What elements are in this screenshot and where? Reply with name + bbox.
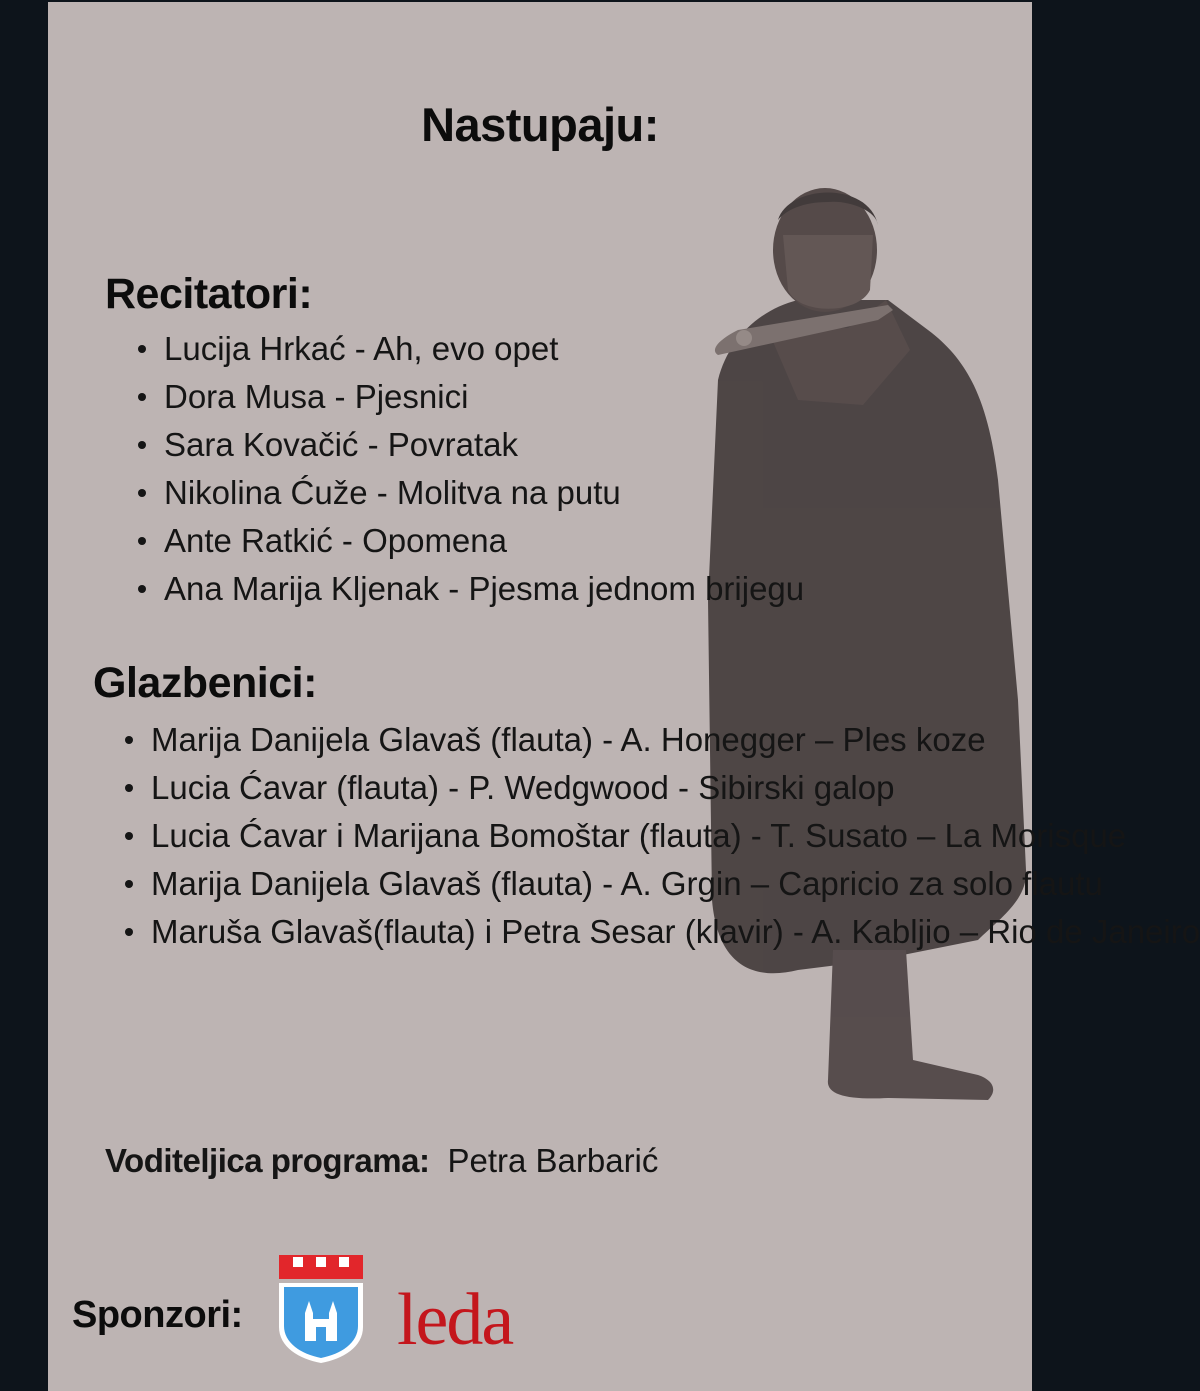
list-item: Ante Ratkić - Opomena (137, 517, 804, 565)
list-item: Lucija Hrkać - Ah, evo opet (137, 325, 804, 373)
list-item: Sara Kovačić - Povratak (137, 421, 804, 469)
reciters-list (137, 325, 804, 613)
musicians-heading: Glazbenici: (93, 659, 317, 707)
event-poster (48, 2, 1200, 1391)
poster-title: Nastupaju: (421, 98, 659, 151)
host-label: Voditeljica programa: (105, 1142, 430, 1179)
musicians-list (124, 716, 1200, 956)
list-item: Lucia Ćavar i Marijana Bomoštar (flauta) - T. Susato – La Morisque (124, 812, 1031, 860)
list-item: Nikolina Ćuže - Molitva na putu (137, 469, 804, 517)
list-item: Maruša Glavaš(flauta) i Petra Sesar (klavir) - A. Kabljio – Rio de Janeiro (124, 908, 1031, 956)
leda-logo: leda (397, 1279, 513, 1361)
city-crest-icon (279, 1255, 363, 1363)
list-item: Marija Danijela Glavaš (flauta) - A. Honegger – Ples koze (124, 716, 1031, 764)
list-item: Ana Marija Kljenak - Pjesma jednom brijegu (137, 565, 804, 613)
program-host (105, 1142, 658, 1180)
list-item: Marija Danijela Glavaš (flauta) - A. Grgin – Capricio za solo flautu (124, 860, 1031, 908)
host-name: Petra Barbarić (447, 1142, 659, 1179)
list-item: Dora Musa - Pjesnici (137, 373, 804, 421)
sponsors-label: Sponzori: (72, 1294, 243, 1336)
flute-player-photo (648, 180, 1038, 1110)
reciters-heading: Recitatori: (105, 270, 313, 318)
list-item: Lucia Ćavar (flauta) - P. Wedgwood - Sibirski galop (124, 764, 1031, 812)
